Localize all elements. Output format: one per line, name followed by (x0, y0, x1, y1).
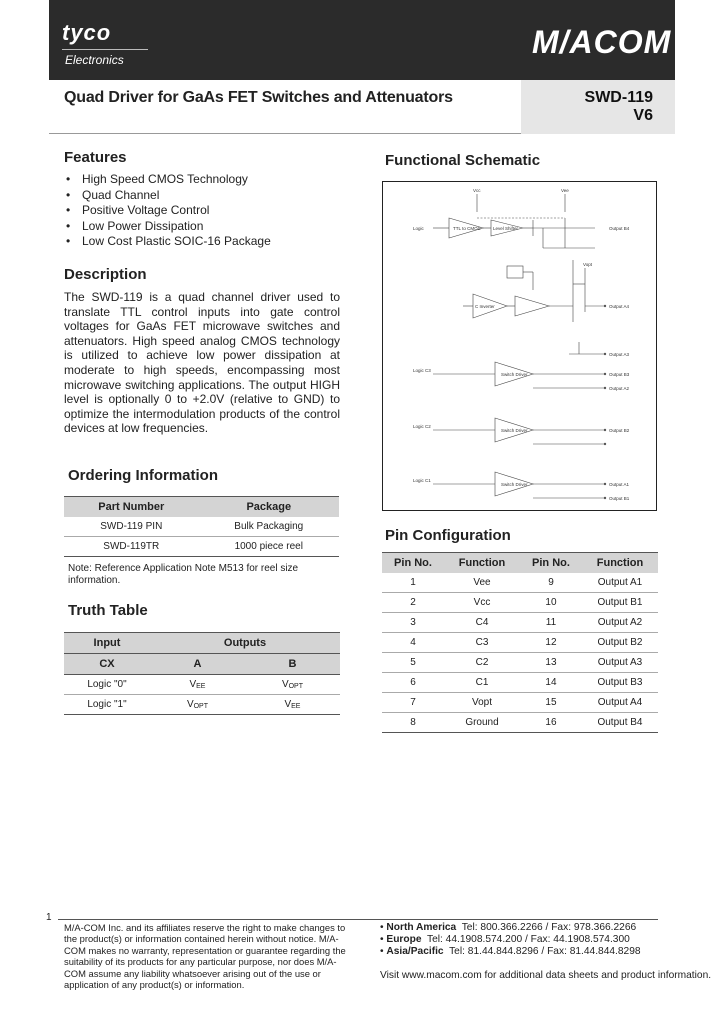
features-heading: Features (64, 149, 127, 166)
table-cell: C2 (444, 653, 520, 673)
table-cell: Vopt (444, 693, 520, 713)
table-cell: 15 (520, 693, 582, 713)
pin-config-heading: Pin Configuration (385, 527, 511, 544)
column-header: Input (64, 633, 150, 654)
table-cell: Logic "1" (87, 699, 127, 710)
table-cell: 13 (520, 653, 582, 673)
table-cell: Ground (465, 717, 499, 728)
table-cell: Output B4 (597, 717, 643, 728)
table-cell: Output B3 (582, 673, 658, 693)
column-header: Function (582, 553, 658, 574)
table-cell: VEE (150, 675, 245, 695)
table-row (382, 713, 658, 733)
table-cell: 2 (382, 593, 444, 613)
part-number: SWD-119 (584, 89, 653, 106)
version-label: V6 (633, 107, 653, 124)
table-cell: SWD-119 PIN (64, 517, 199, 537)
table-cell: 11 (520, 613, 582, 633)
table-cell: C4 (444, 613, 520, 633)
description-text: The SWD-119 is a quad channel driver used to translate TTL control inputs into gate control voltages for GaAs FET microwave switches and attenuators. High speed analog CMOS technology is utilized to achieve low power dissipation at moderate to high speeds, encompassing most microwave switching applications. The output HIGH level is optionally 0 to +2.0V (relative to GND) to optimize the intermodulation products of the control devices at low frequencies. (64, 290, 340, 436)
page-title: Quad Driver for GaAs FET Switches and Attenuators (64, 89, 453, 106)
table-cell: 4 (382, 633, 444, 653)
table-cell: 9 (520, 573, 582, 593)
cmos-inverter-label: C Inverter (475, 304, 495, 309)
table-cell: C3 (444, 633, 520, 653)
table-cell: 5 (382, 653, 444, 673)
truth-table-heading: Truth Table (68, 602, 148, 619)
table-cell: SWD-119TR (103, 541, 160, 552)
table-row (382, 633, 658, 653)
table-row (64, 517, 339, 537)
table-cell: Output A1 (582, 573, 658, 593)
schematic-diagram (383, 182, 656, 510)
table-cell: Logic "0" (64, 675, 150, 695)
vcc-label: Vcc (473, 188, 481, 193)
table-cell: Vcc (444, 593, 520, 613)
table-row (382, 673, 658, 693)
table-cell: 12 (520, 633, 582, 653)
contact-item: • North America Tel: 800.366.2266 / Fax: 978.366.2266 (380, 922, 637, 933)
column-header: B (245, 654, 340, 675)
table-cell: 3 (382, 613, 444, 633)
table-cell: Vee (444, 573, 520, 593)
table-row (64, 675, 340, 695)
switch-driver-label: Switch Driver (501, 428, 528, 433)
column-header: A (150, 654, 245, 675)
brand-divider (62, 49, 148, 50)
table-cell: VOPT (245, 675, 340, 695)
column-header: Package (199, 497, 339, 518)
contact-item: • Europe Tel: 44.1908.574.200 / Fax: 44.1908.574.300 (380, 933, 630, 945)
schematic-heading: Functional Schematic (385, 152, 541, 169)
contact-list (380, 922, 670, 957)
table-row (64, 537, 339, 557)
table-cell: 7 (382, 693, 444, 713)
table-cell: 1 (382, 573, 444, 593)
ttl-cmos-label: TTL to CMOS (453, 226, 481, 231)
feature-item: • Low Cost Plastic SOIC-16 Package (64, 234, 271, 250)
footer-disclaimer: M/A-COM Inc. and its affiliates reserve the right to make changes to the product(s) or information contained herein without notice. M/A-COM makes no warranty, representation or guarantee regarding the suitability of its products for any particular purpose, nor does M/A-COM assume any liability whatsoever arising out of the use or application of any product(s) or information. (64, 922, 346, 991)
table-cell: Output A4 (582, 693, 658, 713)
level-shifter-label: Level Shifter (493, 226, 519, 231)
table-cell: 6 (382, 673, 444, 693)
table-cell: Output B1 (582, 593, 658, 613)
brand-logo: tyco (62, 20, 112, 45)
table-cell: 10 (520, 593, 582, 613)
table-cell: 16 (545, 717, 557, 728)
input-c1-label: Logic C1 (413, 478, 431, 483)
footer-divider (58, 919, 658, 920)
table-cell: 8 (410, 717, 416, 728)
features-section (64, 149, 271, 250)
logic-label: Logic (413, 226, 424, 231)
features-list (64, 172, 271, 250)
pin-config-table (382, 552, 658, 733)
table-cell: VOPT (186, 699, 208, 710)
column-header: Function (444, 553, 520, 574)
table-row (382, 573, 658, 593)
feature-item: • High Speed CMOS Technology (64, 172, 271, 188)
table-cell: Output B2 (582, 633, 658, 653)
feature-item: • Quad Channel (64, 188, 271, 204)
ordering-table (64, 496, 339, 557)
table-row (382, 693, 658, 713)
column-header: Pin No. (382, 553, 444, 574)
table-row (382, 593, 658, 613)
table-row (382, 613, 658, 633)
switch-driver-label: Switch Driver (501, 372, 528, 377)
column-header: Pin No. (520, 553, 582, 574)
table-cell: Output A2 (582, 613, 658, 633)
macom-logo: M/ACOM (532, 24, 672, 60)
switch-driver-label: Switch Driver (501, 482, 528, 487)
website-link[interactable]: Visit www.macom.com for additional data sheets and product information. (380, 970, 712, 981)
output-a1-label: Output A1 (609, 482, 630, 487)
ordering-note: Note: Reference Application Note M513 for reel size information. (68, 563, 299, 586)
column-header: CX (64, 654, 150, 675)
column-header: Outputs (150, 633, 340, 654)
output-a3-label: Output A3 (609, 352, 630, 357)
title-divider (49, 133, 521, 134)
contact-item: • Asia/Pacific Tel: 81.44.844.8296 / Fax: 81.44.844.8298 (380, 945, 641, 957)
page-number: 1 (46, 912, 52, 923)
output-b4-label: Output B4 (609, 226, 630, 231)
table-cell: VEE (284, 699, 301, 710)
input-c2-label: Logic C2 (413, 424, 431, 429)
feature-item: • Low Power Dissipation (64, 219, 271, 235)
table-cell: Bulk Packaging (199, 517, 339, 537)
table-row (64, 695, 340, 715)
functional-schematic (382, 181, 657, 511)
input-c3-label: Logic C3 (413, 368, 431, 373)
table-row (382, 653, 658, 673)
table-cell: C1 (444, 673, 520, 693)
column-header: Part Number (64, 497, 199, 518)
feature-item: • Positive Voltage Control (64, 203, 271, 219)
table-cell: 1000 piece reel (234, 541, 303, 552)
table-cell: Output A3 (582, 653, 658, 673)
output-a2-label: Output A2 (609, 386, 630, 391)
ordering-heading: Ordering Information (68, 467, 218, 484)
output-b1-label: Output B1 (609, 496, 630, 501)
output-b3-label: Output B3 (609, 372, 630, 377)
table-cell: 14 (520, 673, 582, 693)
vee-label: Vee (561, 188, 569, 193)
brand-subtitle: Electronics (65, 53, 124, 67)
vopt-label: Vopt (583, 262, 593, 267)
truth-table (64, 632, 340, 715)
output-b2-label: Output B2 (609, 428, 630, 433)
output-a4-label: Output A4 (609, 304, 630, 309)
description-heading: Description (64, 266, 147, 283)
